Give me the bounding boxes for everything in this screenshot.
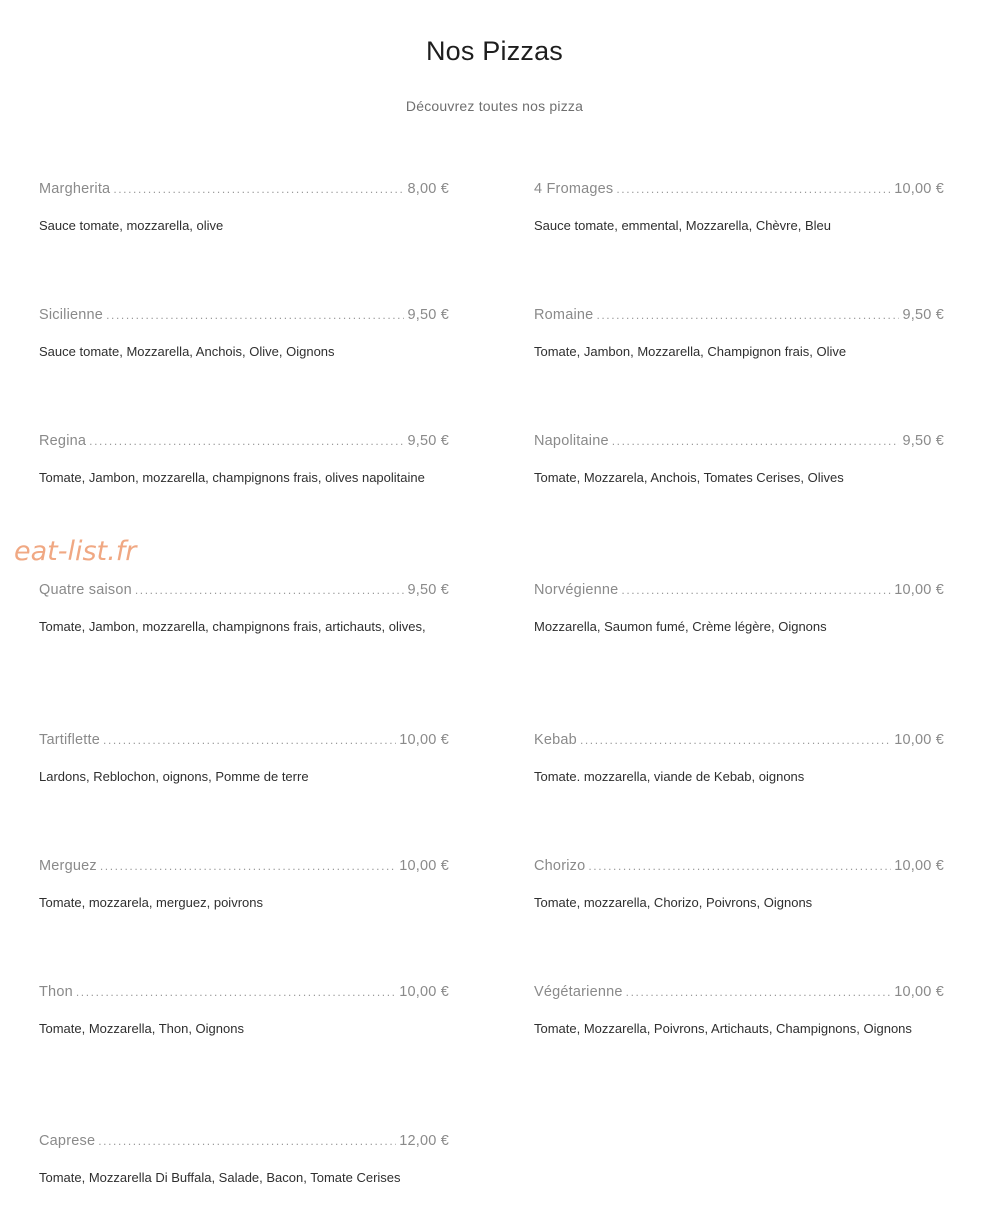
- menu-item-thon: [39, 983, 449, 1040]
- item-description: Tomate, Mozzarela, Anchois, Tomates Cerises, Olives: [534, 470, 844, 485]
- item-description: Sauce tomate, mozzarella, olive: [39, 218, 224, 233]
- menu-item-vegetarienne: [534, 983, 944, 1040]
- dot-leader: [89, 432, 404, 450]
- menu-item-merguez: [39, 857, 449, 914]
- item-name: Regina: [39, 433, 87, 449]
- item-price: 10,00 €: [894, 984, 944, 1000]
- item-name: Romaine: [534, 307, 594, 323]
- dot-leader: [616, 180, 891, 198]
- item-price: 10,00 €: [399, 858, 449, 874]
- menu-item-napolitaine: [534, 432, 944, 489]
- item-name: Thon: [39, 984, 73, 1000]
- item-description: Sauce tomate, emmental, Mozzarella, Chèvre, Bleu: [534, 218, 831, 233]
- item-description: Tomate, Jambon, Mozzarella, Champignon frais, Olive: [534, 344, 847, 359]
- dot-leader: [580, 731, 891, 749]
- dot-leader: [106, 306, 404, 324]
- item-description: Tomate, Mozzarella Di Buffala, Salade, Bacon, Tomate Cerises: [39, 1170, 401, 1185]
- menu-item-tartiflette: [39, 731, 449, 788]
- item-description: Sauce tomate, Mozzarella, Anchois, Olive, Oignons: [39, 344, 335, 359]
- item-price: 9,50 €: [407, 582, 449, 598]
- dot-leader: [76, 983, 396, 1001]
- dot-leader: [113, 180, 404, 198]
- item-price: 10,00 €: [894, 582, 944, 598]
- dot-leader: [626, 983, 892, 1001]
- item-name: Chorizo: [534, 858, 586, 874]
- item-description: Tomate, Mozzarella, Thon, Oignons: [39, 1021, 244, 1036]
- item-name: Sicilienne: [39, 307, 104, 323]
- item-price: 10,00 €: [894, 858, 944, 874]
- watermark-text: eat-list.fr: [14, 536, 137, 567]
- item-price: 10,00 €: [399, 732, 449, 748]
- dot-leader: [98, 1132, 396, 1150]
- menu-item-margherita: [39, 180, 449, 237]
- item-price: 9,50 €: [407, 433, 449, 449]
- menu-item-romaine: [534, 306, 944, 363]
- item-price: 10,00 €: [399, 984, 449, 1000]
- item-name: Kebab: [534, 732, 577, 748]
- item-description: Tomate, mozzarella, Chorizo, Poivrons, Oignons: [534, 895, 813, 910]
- item-description: Mozzarella, Saumon fumé, Crème légère, Oignons: [534, 619, 827, 634]
- dot-leader: [135, 581, 405, 599]
- item-description: Tomate, Mozzarella, Poivrons, Artichauts, Champignons, Oignons: [534, 1021, 912, 1036]
- item-price: 9,50 €: [902, 433, 944, 449]
- menu-item-kebab: [534, 731, 944, 788]
- item-description: Tomate, Jambon, mozzarella, champignons frais, olives napolitaine: [39, 470, 425, 485]
- dot-leader: [588, 857, 891, 875]
- dot-leader: [596, 306, 899, 324]
- item-description: Tomate, mozzarela, merguez, poivrons: [39, 895, 263, 910]
- dot-leader: [100, 857, 396, 875]
- item-name: Norvégienne: [534, 582, 619, 598]
- item-price: 10,00 €: [894, 181, 944, 197]
- item-description: Tomate. mozzarella, viande de Kebab, oignons: [534, 769, 805, 784]
- menu-item-quatre-saison: [39, 581, 449, 638]
- dot-leader: [612, 432, 900, 450]
- menu-item-caprese: [39, 1132, 449, 1189]
- menu-item-chorizo: [534, 857, 944, 914]
- item-name: Caprese: [39, 1133, 96, 1149]
- item-price: 9,50 €: [407, 307, 449, 323]
- page-title: Nos Pizzas: [425, 36, 564, 66]
- item-price: 10,00 €: [894, 732, 944, 748]
- item-description: Tomate, Jambon, mozzarella, champignons frais, artichauts, olives,: [39, 619, 426, 634]
- menu-item-sicilienne: [39, 306, 449, 363]
- item-name: Napolitaine: [534, 433, 609, 449]
- item-name: Merguez: [39, 858, 97, 874]
- item-name: 4 Fromages: [534, 181, 614, 197]
- dot-leader: [621, 581, 891, 599]
- item-name: Végétarienne: [534, 984, 623, 1000]
- item-description: Lardons, Reblochon, oignons, Pomme de terre: [39, 769, 309, 784]
- item-price: 8,00 €: [407, 181, 449, 197]
- dot-leader: [103, 731, 396, 749]
- item-name: Quatre saison: [39, 582, 132, 598]
- menu-item-norvegienne: [534, 581, 944, 638]
- page-subtitle: Découvrez toutes nos pizza: [405, 98, 584, 114]
- item-name: Margherita: [39, 181, 111, 197]
- item-name: Tartiflette: [39, 732, 101, 748]
- menu-item-4-fromages: [534, 180, 944, 237]
- item-price: 12,00 €: [399, 1133, 449, 1149]
- item-price: 9,50 €: [902, 307, 944, 323]
- menu-item-regina: [39, 432, 449, 489]
